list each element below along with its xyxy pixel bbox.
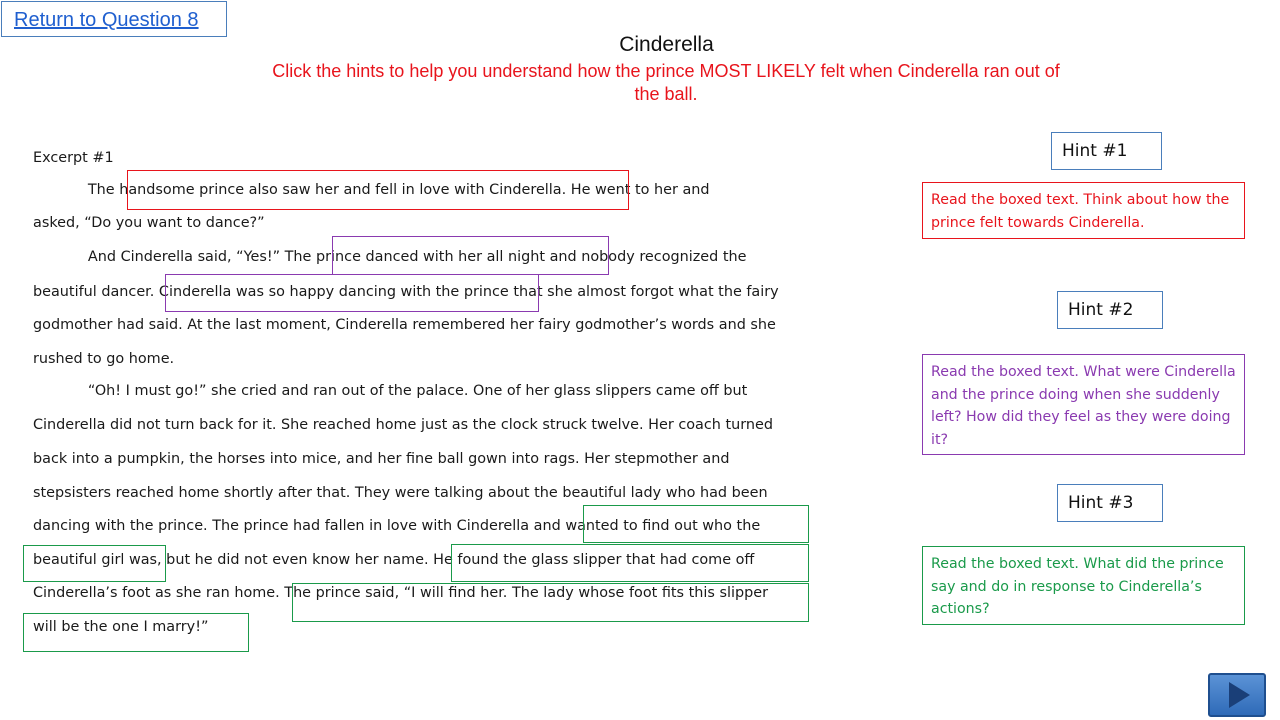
hint-2-button[interactable] xyxy=(1057,291,1163,329)
excerpt-line: beautiful girl was, but he did not even know her name. He found the glass slipper that had come off xyxy=(33,552,755,568)
hint3-highlight-box xyxy=(23,613,249,652)
hint-1-label: Hint #1 xyxy=(1062,141,1128,161)
excerpt-line: asked, “Do you want to dance?” xyxy=(33,215,265,231)
excerpt-line: Cinderella did not turn back for it. She reached home just as the clock struck twelve. Her coach turned xyxy=(33,417,774,433)
excerpt-line: “Oh! I must go!” she cried and ran out of the palace. One of her glass slippers came off but xyxy=(33,383,748,399)
excerpt-line: godmother had said. At the last moment, Cinderella remembered her fairy godmother’s words and she xyxy=(33,317,776,333)
excerpt-line: stepsisters reached home shortly after that. They were talking about the beautiful lady who had been xyxy=(33,485,768,501)
excerpt-line: rushed to go home. xyxy=(33,351,175,367)
hint-2-text: Read the boxed text. What were Cinderella and the prince doing when she suddenly left? How did they feel as they were doing it? xyxy=(922,354,1245,455)
next-button[interactable] xyxy=(1208,673,1266,717)
hint-2-label: Hint #2 xyxy=(1068,300,1134,320)
hint-3-button[interactable] xyxy=(1057,484,1163,522)
return-link-label[interactable]: Return to Question 8 xyxy=(14,9,199,31)
hint-3-label: Hint #3 xyxy=(1068,493,1134,513)
excerpt-line: beautiful dancer. Cinderella was so happy dancing with the prince that she almost forgot what the fairy xyxy=(33,284,779,300)
excerpt-label: Excerpt #1 xyxy=(33,150,114,166)
hint2-highlight-box xyxy=(165,274,539,312)
hint-1-button[interactable] xyxy=(1051,132,1162,170)
play-triangle-icon xyxy=(1210,675,1264,715)
excerpt-line: will be the one I marry!” xyxy=(33,619,209,635)
excerpt-line: dancing with the prince. The prince had fallen in love with Cinderella and wanted to find out who the xyxy=(33,518,761,534)
hint1-highlight-box xyxy=(127,170,629,210)
page-title: Cinderella xyxy=(619,33,714,56)
hint-1-text: Read the boxed text. Think about how the prince felt towards Cinderella. xyxy=(922,182,1245,239)
hint-3-text: Read the boxed text. What did the prince say and do in response to Cinderella’s actions? xyxy=(922,546,1245,625)
hint3-highlight-box xyxy=(23,545,166,582)
return-to-question-link[interactable] xyxy=(1,1,227,37)
excerpt-line: The handsome prince also saw her and fell in love with Cinderella. He went to her and xyxy=(33,182,710,198)
excerpt-line: back into a pumpkin, the horses into mice, and her fine ball gown into rags. Her stepmother and xyxy=(33,451,730,467)
hint2-highlight-box xyxy=(332,236,609,275)
hint3-highlight-box xyxy=(292,583,809,622)
instruction-text: Click the hints to help you understand how the prince MOST LIKELY felt when Cinderella ran out of the ball. xyxy=(272,61,1060,104)
hint3-highlight-box xyxy=(451,544,809,582)
hint3-highlight-box xyxy=(583,505,809,543)
excerpt-line: Cinderella’s foot as she ran home. The prince said, “I will find her. The lady whose foot fits this slipper xyxy=(33,585,768,601)
excerpt-line: And Cinderella said, “Yes!” The prince danced with her all night and nobody recognized the xyxy=(33,249,747,265)
